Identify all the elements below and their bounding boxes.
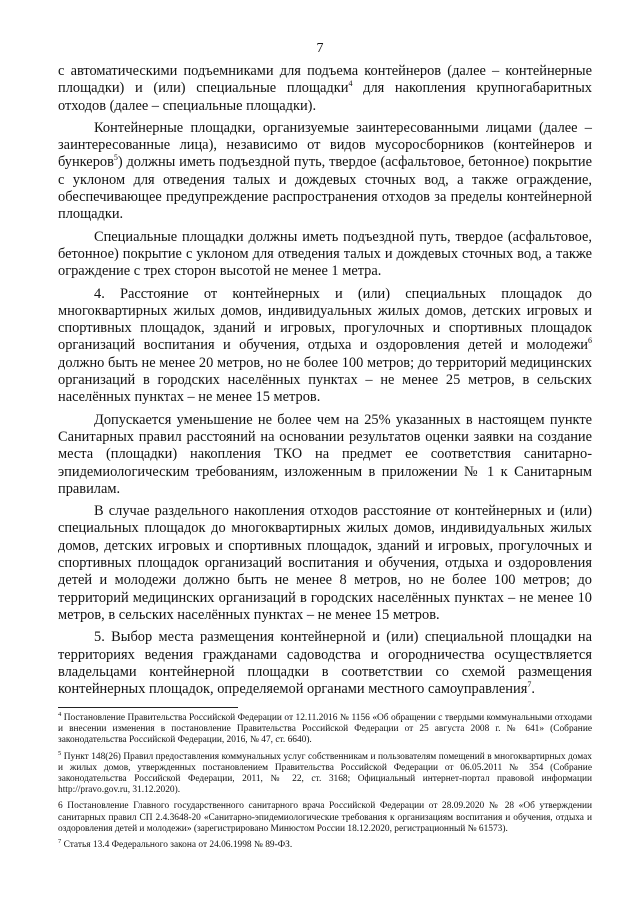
footnote-6: 6 Постановление Главного государственного санитарного врача Российской Федерации от 28.09.2020 № 28 «Об утверждении санитарных правил СП 2.4.3648-20 «Санитарно-эпидемиологические требования к организациям воспитания и обучения, отдыха и оздоровления детей и молодежи» (зарегистрировано Минюстом России 18.12.2020, регистрационный № 61573). bbox=[58, 801, 592, 834]
footnote-divider bbox=[58, 707, 238, 708]
paragraph-continuation: с автоматическими подъемниками для подъема контейнеров (далее – контейнерные площадки) и (или) специальные площадки$^4$ для накопления крупногабаритных отходов (далее – специальные площадки). bbox=[58, 63, 592, 114]
footnote-ref-5: 5 bbox=[113, 153, 118, 163]
footnote-ref-6: 6 bbox=[588, 336, 592, 346]
footnote-4: $^4$ Постановление Правительства Российской Федерации от 12.11.2016 № 1156 «Об обращении с твердыми коммунальными отходами и внесении изменения в постановление Правительства Российской Федерации от 25 августа 2008 г. № 641» (Собрание законодательства Российской Федерации, 2016, № 47, ст. 6640). bbox=[58, 710, 592, 746]
paragraph-reduction: Допускается уменьшение не более чем на 25% указанных в настоящем пункте Санитарных правил расстояний на основании результатов оценки заявки на создание места (площадки) накопления ТКО на предмет ее соответствия санитарно-эпидемиологическим требованиям, изложенным в приложении № 1 к Санитарным правилам. bbox=[58, 411, 592, 497]
paragraph-separate-collection: В случае раздельного накопления отходов расстояние от контейнерных и (или) специальных площадок до многоквартирных жилых домов, индивидуальных жилых домов, детских игровых и спортивных площадок, зданий и игровых, прогулочных и спортивных площадок организаций воспитания и обучения, отдыха и оздоровления детей и молодежи должно быть не менее 8 метров, но не более 100 метров; до территорий медицинских организаций в городских населённых пунктах – не менее 10 метров, в сельских населённых пунктах – не менее 15 метров. bbox=[58, 503, 592, 623]
page-number: 7 bbox=[316, 41, 324, 56]
footnote-5: $^5$ Пункт 148(26) Правил предоставления коммунальных услуг собственникам и пользователям помещений в многоквартирных домах и жилых домов, утвержденных постановлением Правительства Российской Федерации от 06.05.2011 № 354 (Собрание законодательства Российской Федерации, 2011, № 22, ст. 3168; Официальный интернет-портал правовой информации http://pravo.gov.ru, 31.12.2020). bbox=[58, 749, 592, 796]
paragraph-special-sites: Специальные площадки должны иметь подъездной путь, твердое (асфальтовое, бетонное) покрытие с уклоном для отведения талых и дождевых сточных вод, а также ограждение с трех сторон высотой не менее 1 метра. bbox=[58, 228, 592, 280]
paragraph-item-5: 5. Выбор места размещения контейнерной и (или) специальной площадки на территориях ведения гражданами садоводства и огородничества осуществляется владельцами контейнерной площадки в соответствии со схемой размещения контейнерных площадок, определяемой органами местного самоуправления$^7$. bbox=[58, 629, 592, 698]
paragraph-container-sites: Контейнерные площадки, организуемые заинтересованными лицами (далее – заинтересованные лица), независимо от видов мусоросборников (контейнеров и бункеров$^5$) должны иметь подъездной путь, твердое (асфальтовое, бетонное) покрытие с уклоном для отведения талых и дождевых сточных вод, а также ограждение, обеспечивающее предупреждение распространения отходов за пределы контейнерной площадки. bbox=[58, 119, 592, 223]
footnote-ref-4: 4 bbox=[348, 79, 353, 89]
footnote-7: $^7$ Статья 13.4 Федерального закона от 24.06.1998 № 89-ФЗ. bbox=[58, 837, 293, 851]
footnotes bbox=[58, 710, 592, 856]
body-text bbox=[58, 63, 592, 703]
footnote-ref-7: 7 bbox=[527, 680, 532, 690]
paragraph-item-4: 4. Расстояние от контейнерных и (или) специальных площадок до многоквартирных жилых домов, индивидуальных жилых домов, детских игровых и спортивных площадок, зданий и игровых, прогулочных и спортивных площадок организаций воспитания и обучения, отдыха и оздоровления детей и молодежи$^6$ должно быть не менее 20 метров, но не более 100 метров; до территорий медицинских организаций в городских населённых пунктах – не менее 25 метров, в сельских населённых пунктах – не менее 15 метров. bbox=[58, 285, 592, 406]
